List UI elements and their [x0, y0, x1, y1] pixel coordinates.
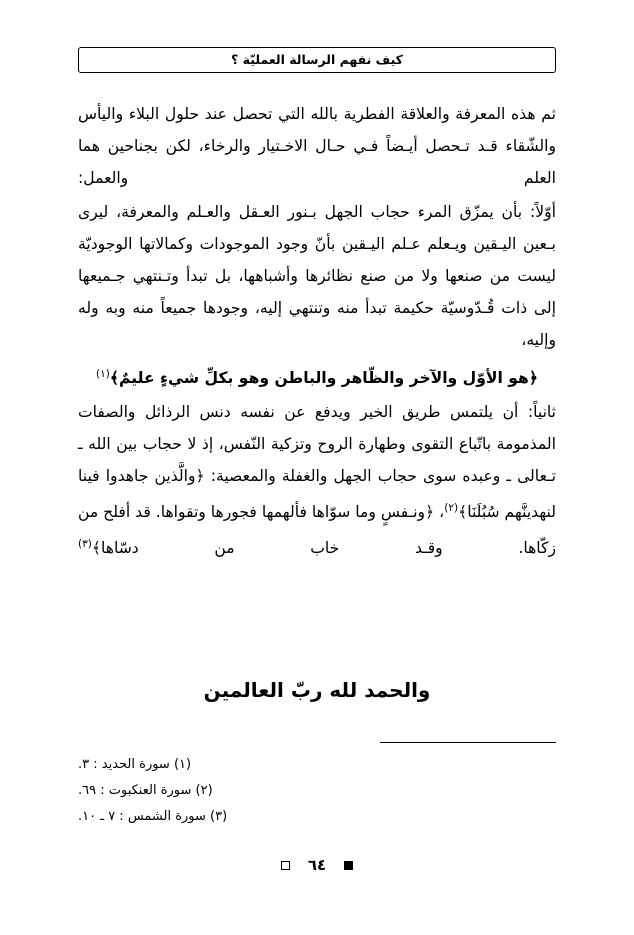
page-header-box [78, 47, 556, 73]
footnote-ref-3: (٣) [78, 538, 92, 551]
paragraph-4 [78, 396, 556, 564]
filled-square-icon [344, 861, 353, 870]
footnote-item-3: (٣) سورة الشمس : ٧ ـ ١٠. [78, 809, 228, 824]
page-header-title: كيف نفهم الرسالة العمليّة ؟ [231, 51, 403, 67]
paragraph-2: أوّلاً: بأن يمزّق المرء حجاب الجهل بـنور العـقل والعـلم والمعرفة، ليرى بـعين اليـقين ويـعلم عـلم اليـقين بأنّ وجود الموجودات وكمالاتها الوجوديّة ليست من صنعها ولا من صنع نظائرها وأشباهها، بل تبدأ وتـنتهي جـميعها إلى ذات قُـدّوسيّة حكيمة تبدأ منه وتنتهي إليه، وجودها جميعاً منه وبه وله وإليه، [78, 203, 556, 349]
quran-verse-1: ﴿هو الأوّل والآخر والظّاهر والباطن وهو بكلِّ شيءٍ عليمٌ﴾ [109, 369, 539, 388]
paragraph-3-quran-verse [78, 358, 556, 394]
paragraph-1: ثم هذه المعرفة والعلاقة الفطرية بالله التي تحصل عند حلول البلاء واليأس والشّقاء قـد تـحصل أيـضاً فـي حـال الاخـتيار والرخاء، لكن بجناحين هما العلم والعمل: [78, 105, 556, 187]
closing-phrase: والحمد لله ربّ العالمين [203, 678, 431, 702]
paragraph-4-text: ثانياً: أن يلتمس طريق الخير ويدفع عن نفسه دنس الرذائل والصفات المذمومة باتّباع التقوى وطهارة الروح وتزكية النّفس، إذ لا حجاب بين الله ـ تـعالى ـ وعبده سوى حجاب الجهل والغفلة والمعصية: ﴿والَّذين جاهدوا فينا لنهدينَّهم سُبُلَنَا﴾ [78, 403, 556, 522]
open-square-icon [281, 861, 290, 870]
footnote-ref-1: (١) [95, 368, 110, 380]
footnote-ref-2: (٢) [444, 502, 459, 515]
paragraph-4-continued: ، ﴿ونـفسٍ وما سوّاها فألهمها فجورها وتقواها. قد أفلح من زكّاها. وقـد خاب من دسّاها﴾ [78, 503, 556, 558]
page-footer [78, 856, 556, 874]
footnote-item-2: (٢) سورة العنكبوت : ٦٩. [78, 783, 213, 798]
footnote-item-1: (١) سورة الحديد : ٣. [78, 757, 192, 772]
footnote-separator [380, 742, 556, 743]
body-text [78, 98, 556, 567]
footnotes-list [78, 752, 556, 830]
page-number: ٦٤ [307, 856, 327, 874]
